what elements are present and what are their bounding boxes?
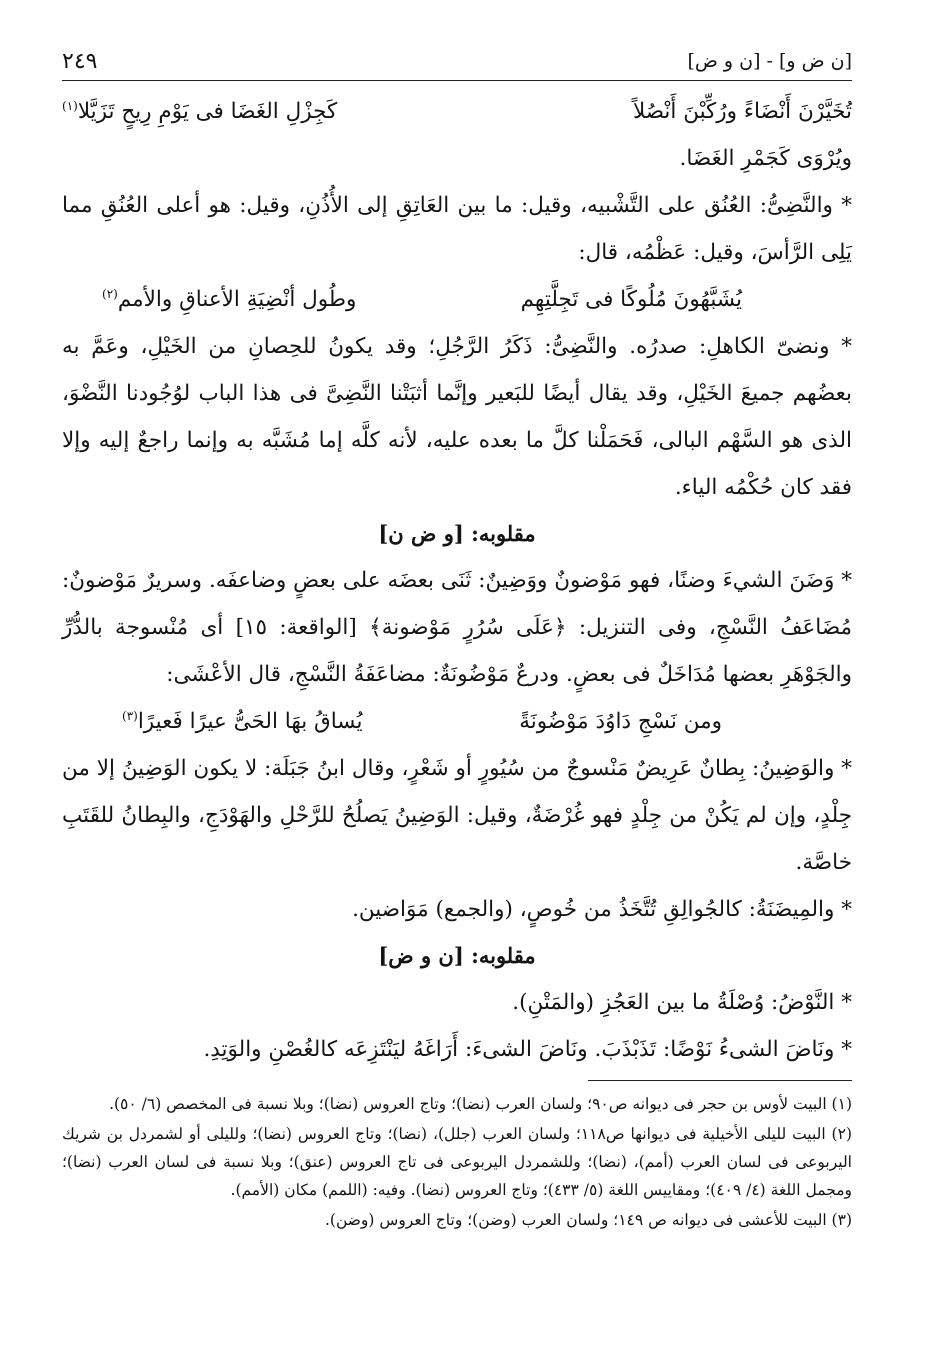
footnotes: [62, 1090, 852, 1235]
entry-nadiy: * والنَّضِىُّ: العُنُق على التَّشْبيه، وقيل: ما بين العَاتِقِ إلى الأُذُنِ، وقيل: هو أعلى العُنُقِ مما يَلِى الرَّأسَ، وقيل: عَظْمُه، قال:: [62, 193, 852, 265]
footnote-2: (٢) البيت لليلى الأخيلية فى ديوانها ص١١٨؛ ولسان العرب (جلل)، (نضا)؛ وتاج العروس (نضا)؛ ولليلى أو لشمردل بن شريك اليربوعى فى لسان العرب (أمم)، (نضا)؛ وللشمردل اليربوعى فى تاج العروس (عنق)؛ وبلا نسبة فى لسان العرب (نضا)؛ ومجمل اللغة (٤/ ٤٠٩)؛ ومقاييس اللغة (٥/ ٤٣٣)؛ وتاج العروس (نضا). وفيه: (اللمم) مكان (الأمم).: [62, 1125, 852, 1199]
verse-1-second-text: كَجِزْلِ الغَضَا فى يَوْمِ رِيحٍ تَزَيَّلا: [77, 99, 338, 124]
footnote-1: (١) البيت لأوس بن حجر فى ديوانه ص٩٠؛ ولسان العرب (نضا)؛ وتاج العروس (نضا)؛ وبلا نسبة فى المخصص (٦/ ٥٠).: [109, 1095, 852, 1113]
variant-reading: ويُرْوَى كَجَمْرِ الغَضَا.: [679, 146, 852, 171]
section-heading-nawd: مقلوبه: [ن و ض]: [378, 943, 536, 968]
section-heading-wadn: مقلوبه: [و ض ن]: [378, 521, 536, 546]
poem-verse-2: [62, 276, 852, 323]
verse-1-second-hemistich: [62, 88, 337, 135]
poem-verse-1: [62, 88, 852, 135]
entry-kahil: * ونضىّ الكاهلِ: صدرُه. والنَّضِىُّ: ذَكَرُ الرَّجُلِ؛ وقد يكونُ للحِصانِ من الخَيْلِ، وعَمَّ به بعضُهم جميعَ الخَيْلِ، وقد يقال أيضًا للبَعير وإنَّما أثبَتْنا النَّضِىَّ فى هذا الباب لوُجُودنا النَّضْوَ، الذى هو السَّهْم البالى، فَحَمَلْنا كلَّ ما بعده عليه، لأنه كلَّه إما مُشَبَّه به وإنما راجعٌ إليه وإلا فقد كان حُكْمُه الياء.: [62, 334, 852, 500]
book-page: [62, 38, 852, 1338]
page-body: [62, 88, 852, 1073]
verse-3-second-text: يُساقُ بهَا الحَىُّ عيرًا فَعيرًا: [137, 709, 363, 734]
entry-midana: * والمِيضَنَةُ: كالجُوالِقِ تُتَّخَذُ من خُوصٍ، (والجمع) مَوَاضين.: [352, 897, 852, 922]
footnote-divider: [588, 1080, 852, 1081]
verse-2-second-text: وطُول أنْضِيَةِ الأعناقِ والأمم: [117, 287, 357, 312]
verse-2-second-hemistich: [102, 276, 356, 323]
footnote-marker-3: (٣): [122, 708, 138, 723]
footnote-3: (٣) البيت للأعشى فى ديوانه ص ١٤٩؛ ولسان العرب (وضن)؛ وتاج العروس (وضن).: [325, 1211, 852, 1229]
poem-verse-3: [62, 698, 852, 745]
verse-3-second-hemistich: [122, 698, 362, 745]
entry-nawd: * النَّوْضُ: وُصْلَةُ ما بين العَجُزِ (والمَتْنِ).: [512, 990, 852, 1015]
verse-2-first-hemistich: يُشَبَّهُونَ مُلُوكًا فى تَجِلَّتِهِم: [520, 287, 742, 312]
section-title: [ن ض و] - [ن و ض]: [687, 50, 852, 72]
verse-3-first-hemistich: ومن نَسْجِ دَاوُدَ مَوْضُونَةً: [519, 709, 722, 734]
entry-wadn: * وَضَنَ الشيءَ وضنًا، فهو مَوْضونٌ ووَضِينٌ: ثَنَى بعضَه على بعضٍ وضاعفَه. وسريرٌ مَوْضونٌ: مُضَاعَفُ النَّسْجِ، وفى التنزيل: ﴿عَلَى سُرُرٍ مَوْضونة﴾ [الواقعة: ١٥] أى مُنْسوجة بالدُّرِّ والجَوْهَرِ بعضها مُدَاخَلٌ فى بعضٍ. ودرعٌ مَوْضُونَةٌ: مضاعَفَةُ النَّسْجِ، قال الأعْشَى:: [62, 568, 852, 687]
verse-1-first-hemistich: تُخَيَّرْنَ أَنْضَاءً ورُكِّبْنَ أَنْصُلاً: [632, 99, 852, 124]
footnote-marker-1: (١): [62, 98, 78, 113]
entry-nada: * ونَاضَ الشىءُ نَوْضًا: تَذَبْذَبَ. ونَاضَ الشىءَ: أَرَاغَهُ ليَنْتَزِعَه كالغُصْنِ والوَتِدِ.: [203, 1037, 852, 1062]
entry-wadin: * والوَضِينُ: بِطانٌ عَرِيضٌ مَنْسوجٌ من سُيُورٍ أو شَعْرٍ، وقال ابنُ جَبَلَة: لا يكون الوَضِينُ إلا من جِلْدٍ، وإن لم يَكُنْ من جِلْدٍ فهو غُرْضَةٌ، وقيل: الوَضِينُ يَصلُحُ للرَّحْلِ والهَوْدَجِ، والبِطانُ للقَتَبِ خاصَّة.: [62, 756, 852, 875]
page-header: [62, 44, 852, 78]
header-divider: [62, 80, 852, 81]
footnote-marker-2: (٢): [102, 286, 118, 301]
page-number: ٢٤٩: [62, 48, 98, 74]
